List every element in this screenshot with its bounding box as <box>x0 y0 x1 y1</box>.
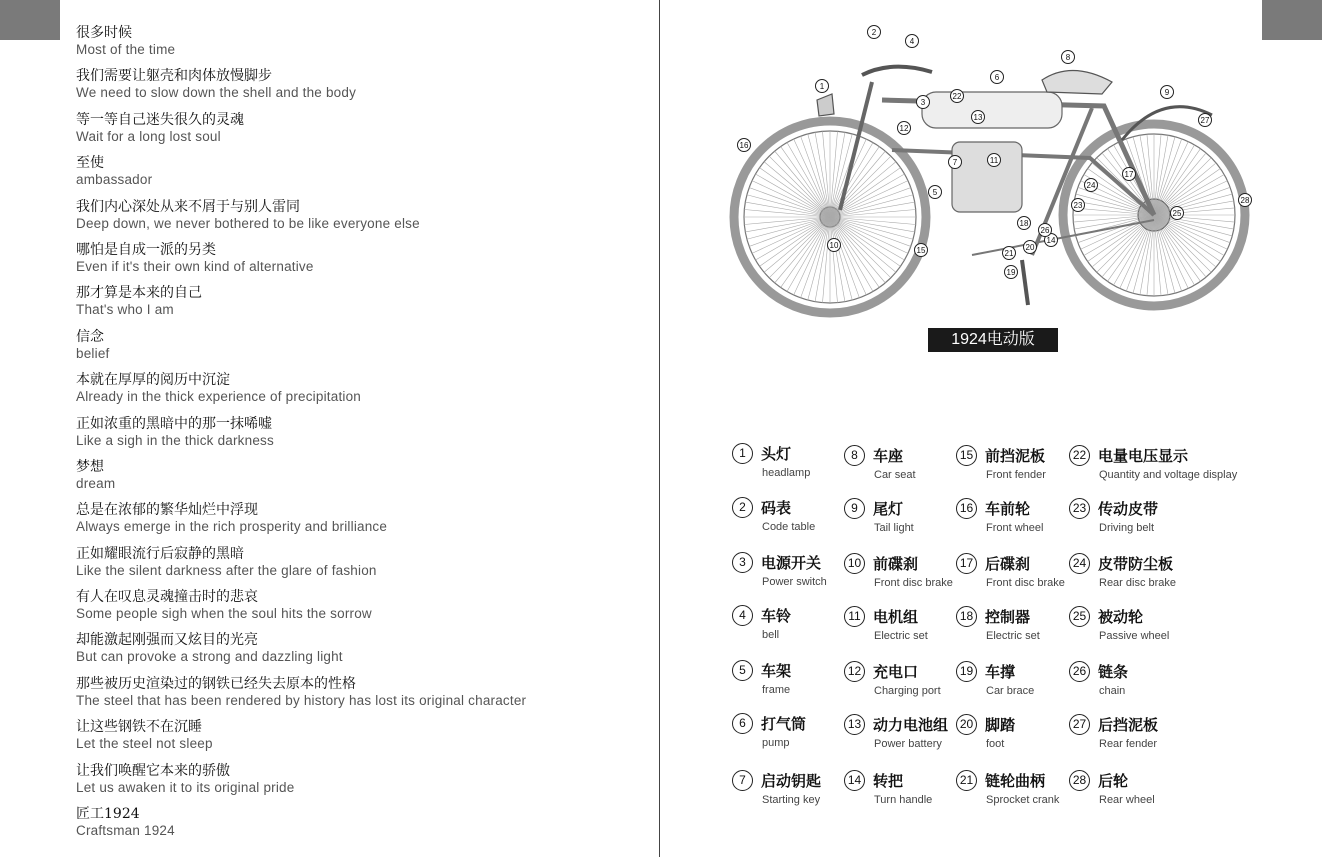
part-name-en: Front disc brake <box>986 577 1065 589</box>
callout-3 <box>917 96 930 109</box>
handlebar <box>862 67 932 75</box>
poem-line-en: belief <box>76 345 110 361</box>
part-number: 20 <box>956 714 977 735</box>
poem-line-zh: 却能激起刚强而又炫目的光亮 <box>76 632 258 649</box>
part-name-en: Rear fender <box>1099 738 1158 750</box>
poem-stanza <box>76 805 636 848</box>
poem-line-en: Let the steel not sleep <box>76 736 213 752</box>
callout-15 <box>915 244 928 257</box>
poem-stanza <box>76 111 636 154</box>
part-item <box>956 552 1076 592</box>
part-number: 2 <box>732 497 753 518</box>
callout-21 <box>1003 247 1016 260</box>
poem-line-zh: 匠工1924 <box>76 806 140 823</box>
svg-text:14: 14 <box>1046 236 1056 245</box>
part-number: 13 <box>844 714 865 735</box>
part-item <box>956 713 1076 753</box>
part-name-en: pump <box>762 737 790 749</box>
seat <box>1042 70 1112 94</box>
poem-line-zh: 让这些钢铁不在沉睡 <box>76 719 202 736</box>
poem-line-en: Like a sigh in the thick darkness <box>76 432 274 448</box>
poem-line-en: Let us awaken it to its original pride <box>76 779 295 795</box>
poem-stanza <box>76 154 636 197</box>
part-name-zh: 后碟刹 <box>985 555 1031 573</box>
callout-2 <box>868 26 881 39</box>
part-name-zh: 动力电池组 <box>873 716 949 734</box>
part-item <box>732 769 852 809</box>
svg-text:2: 2 <box>871 28 877 37</box>
poem-line-zh: 那才算是本来的自己 <box>76 285 202 302</box>
part-name-en: Rear disc brake <box>1099 577 1177 589</box>
part-number: 16 <box>956 498 977 519</box>
part-name-zh: 链条 <box>1098 663 1129 681</box>
part-name-en: Tail light <box>874 522 914 534</box>
part-number: 9 <box>844 498 865 519</box>
svg-text:28: 28 <box>1240 196 1250 205</box>
part-item <box>1069 605 1189 645</box>
svg-text:1: 1 <box>819 82 825 91</box>
poem-line-zh: 等一等自己迷失很久的灵魂 <box>76 111 244 128</box>
part-number: 24 <box>1069 553 1090 574</box>
part-name-en: Car seat <box>874 469 916 481</box>
svg-text:19: 19 <box>1006 268 1016 277</box>
poem-line-en: Even if it's their own kind of alternative <box>76 258 314 274</box>
part-number: 5 <box>732 660 753 681</box>
part-item <box>1069 444 1238 484</box>
part-number: 3 <box>732 552 753 573</box>
poem-line-zh: 总是在浓郁的繁华灿烂中浮现 <box>76 502 258 519</box>
poem-stanza <box>76 67 636 110</box>
part-name-en: Front fender <box>986 469 1046 481</box>
poem-stanza <box>76 198 636 241</box>
bike-drawing <box>722 20 1262 320</box>
part-item <box>732 496 852 536</box>
headlamp-shape <box>817 94 834 116</box>
svg-text:4: 4 <box>909 37 915 46</box>
part-number: 26 <box>1069 661 1090 682</box>
poem-stanza <box>76 415 636 458</box>
poem-line-zh: 很多时候 <box>76 25 132 41</box>
part-name-zh: 脚踏 <box>985 716 1016 734</box>
part-name-en: bell <box>762 629 780 641</box>
left-corner-tab <box>0 0 60 40</box>
svg-text:7: 7 <box>952 158 958 167</box>
svg-text:25: 25 <box>1172 209 1182 218</box>
poem-stanza <box>76 371 636 414</box>
part-name-en: Car brace <box>986 685 1035 697</box>
callout-5 <box>929 186 942 199</box>
part-item <box>844 444 964 484</box>
poem-stanza <box>76 328 636 371</box>
part-number: 19 <box>956 661 977 682</box>
part-name-en: Driving belt <box>1099 522 1155 534</box>
part-item <box>732 442 852 482</box>
kickstand <box>1022 260 1028 305</box>
part-item <box>844 713 964 753</box>
poem-line-zh: 让我们唤醒它本来的骄傲 <box>76 762 230 779</box>
poem-line-zh: 我们需要让躯壳和肉体放慢脚步 <box>76 68 272 85</box>
part-item <box>844 605 964 645</box>
poem <box>76 24 636 848</box>
part-item <box>732 604 852 644</box>
part-number: 28 <box>1069 770 1090 791</box>
part-number: 10 <box>844 553 865 574</box>
part-number: 4 <box>732 605 753 626</box>
poem-stanza <box>76 501 636 544</box>
part-name-en: Power switch <box>762 576 827 588</box>
right-corner-tab <box>1262 0 1322 40</box>
part-item <box>956 497 1076 537</box>
part-name-zh: 启动钥匙 <box>761 772 822 790</box>
part-name-en: Electric set <box>986 630 1040 642</box>
part-item <box>1069 497 1189 537</box>
callout-10 <box>828 239 841 252</box>
poem-stanza <box>76 762 636 805</box>
part-name-zh: 尾灯 <box>873 500 904 518</box>
callout-13 <box>972 111 985 124</box>
callout-4 <box>906 35 919 48</box>
part-number: 14 <box>844 770 865 791</box>
poem-line-en: But can provoke a strong and dazzling light <box>76 649 343 665</box>
tank <box>922 92 1062 128</box>
callout-26 <box>1039 224 1052 237</box>
poem-line-en: Always emerge in the rich prosperity and brilliance <box>76 519 388 535</box>
poem-line-en: ambassador <box>76 172 153 188</box>
part-number: 8 <box>844 445 865 466</box>
motor <box>952 142 1022 212</box>
part-item <box>732 712 852 752</box>
svg-text:21: 21 <box>1004 249 1014 258</box>
svg-text:10: 10 <box>829 241 839 250</box>
svg-text:13: 13 <box>973 113 983 122</box>
callout-12 <box>898 122 911 135</box>
part-number: 11 <box>844 606 865 627</box>
poem-stanza <box>76 631 636 674</box>
callout-19 <box>1005 266 1018 279</box>
part-name-zh: 车前轮 <box>985 500 1031 518</box>
part-number: 23 <box>1069 498 1090 519</box>
part-name-en: Power battery <box>874 738 942 750</box>
part-number: 27 <box>1069 714 1090 735</box>
part-name-zh: 控制器 <box>985 608 1031 626</box>
part-name-zh: 车架 <box>761 662 792 680</box>
svg-text:9: 9 <box>1164 88 1170 97</box>
part-name-zh: 车座 <box>873 447 904 465</box>
part-item <box>732 659 852 699</box>
poem-line-zh: 有人在叹息灵魂撞击时的悲哀 <box>76 589 258 606</box>
part-name-zh: 转把 <box>873 772 904 790</box>
callout-1 <box>816 80 829 93</box>
part-name-zh: 电源开关 <box>761 554 822 572</box>
part-number: 1 <box>732 443 753 464</box>
page-divider <box>659 0 660 857</box>
callout-23 <box>1072 199 1085 212</box>
part-name-en: Rear wheel <box>1099 794 1155 806</box>
callout-17 <box>1123 168 1136 181</box>
svg-text:16: 16 <box>739 141 749 150</box>
part-name-en: Passive wheel <box>1099 630 1170 642</box>
poem-line-en: Most of the time <box>76 42 176 57</box>
part-name-zh: 后挡泥板 <box>1098 716 1159 734</box>
svg-text:8: 8 <box>1065 53 1071 62</box>
part-name-zh: 车铃 <box>761 607 792 625</box>
poem-line-en: Deep down, we never bothered to be like everyone else <box>76 215 420 231</box>
part-name-en: frame <box>762 684 791 696</box>
svg-text:15: 15 <box>916 246 926 255</box>
poem-stanza <box>76 545 636 588</box>
part-number: 15 <box>956 445 977 466</box>
part-name-en: Quantity and voltage display <box>1099 469 1238 481</box>
part-item <box>844 552 964 592</box>
part-number: 25 <box>1069 606 1090 627</box>
front-wheel-spokes <box>744 131 916 303</box>
svg-text:17: 17 <box>1124 170 1134 179</box>
part-item <box>956 769 1076 809</box>
callout-9 <box>1161 86 1174 99</box>
part-name-zh: 打气筒 <box>761 715 807 733</box>
part-name-en: chain <box>1099 685 1126 697</box>
poem-line-en: Like the silent darkness after the glare of fashion <box>76 562 377 578</box>
part-item <box>844 660 964 700</box>
svg-text:11: 11 <box>989 156 999 165</box>
svg-text:18: 18 <box>1019 219 1029 228</box>
poem-line-zh: 至使 <box>76 155 104 172</box>
part-name-zh: 被动轮 <box>1098 608 1144 626</box>
poem-line-zh: 正如耀眼流行后寂静的黑暗 <box>76 545 244 562</box>
part-name-zh: 充电口 <box>873 663 919 681</box>
callout-20 <box>1024 241 1037 254</box>
poem-line-zh: 那些被历史渲染过的钢铁已经失去原本的性格 <box>76 675 356 692</box>
part-item <box>1069 552 1189 592</box>
callout-16 <box>738 139 751 152</box>
part-item <box>1069 769 1189 809</box>
part-name-zh: 电量电压显示 <box>1098 447 1189 465</box>
part-name-zh: 电机组 <box>873 608 919 626</box>
part-item <box>844 497 964 537</box>
part-item <box>1069 660 1189 700</box>
poem-line-en: Craftsman 1924 <box>76 823 175 839</box>
poem-stanza <box>76 588 636 631</box>
part-name-zh: 车撑 <box>985 663 1016 681</box>
poem-stanza <box>76 24 636 67</box>
part-name-zh: 码表 <box>761 499 792 517</box>
callout-25 <box>1171 207 1184 220</box>
part-item <box>844 769 964 809</box>
callout-8 <box>1062 51 1075 64</box>
part-item <box>732 551 852 591</box>
svg-text:26: 26 <box>1040 226 1050 235</box>
poem-stanza <box>76 675 636 718</box>
part-number: 17 <box>956 553 977 574</box>
part-item <box>956 444 1076 484</box>
callout-22 <box>951 90 964 103</box>
svg-text:6: 6 <box>994 73 1000 82</box>
part-name-zh: 前挡泥板 <box>985 447 1046 465</box>
part-name-zh: 前碟刹 <box>873 555 919 573</box>
callout-7 <box>949 156 962 169</box>
part-number: 12 <box>844 661 865 682</box>
poem-line-zh: 梦想 <box>76 458 104 475</box>
poem-stanza <box>76 241 636 284</box>
part-item <box>1069 713 1189 753</box>
svg-text:5: 5 <box>932 188 938 197</box>
callout-28 <box>1239 194 1252 207</box>
part-name-zh: 传动皮带 <box>1098 500 1159 518</box>
poem-line-en: We need to slow down the shell and the body <box>76 85 357 101</box>
callout-11 <box>988 154 1001 167</box>
part-name-zh: 头灯 <box>761 445 792 463</box>
part-name-en: Code table <box>762 521 816 533</box>
poem-line-en: That's who I am <box>76 302 174 318</box>
part-name-en: Front wheel <box>986 522 1044 534</box>
diagram-caption: 1924电动版 <box>928 328 1058 352</box>
callout-24 <box>1085 179 1098 192</box>
poem-line-en: Already in the thick experience of precipitation <box>76 389 362 405</box>
poem-line-zh: 信念 <box>76 328 104 345</box>
callout-6 <box>991 71 1004 84</box>
down-tube <box>892 150 1154 215</box>
part-name-en: Sprocket crank <box>986 794 1060 806</box>
part-number: 6 <box>732 713 753 734</box>
svg-text:3: 3 <box>920 98 926 107</box>
svg-text:20: 20 <box>1025 243 1035 252</box>
part-number: 21 <box>956 770 977 791</box>
poem-line-zh: 正如浓重的黑暗中的那一抹唏嘘 <box>76 415 272 432</box>
part-item <box>956 660 1076 700</box>
part-name-en: headlamp <box>762 467 811 479</box>
poem-line-en: The steel that has been rendered by history has lost its original character <box>76 692 527 708</box>
part-name-en: Charging port <box>874 685 941 697</box>
poem-stanza <box>76 284 636 327</box>
part-name-en: Turn handle <box>874 794 933 806</box>
part-name-zh: 后轮 <box>1098 772 1129 790</box>
svg-text:24: 24 <box>1086 181 1096 190</box>
svg-text:23: 23 <box>1073 201 1083 210</box>
part-name-en: Electric set <box>874 630 928 642</box>
parts-legend <box>732 442 1272 822</box>
part-item <box>956 605 1076 645</box>
poem-line-zh: 本就在厚厚的阅历中沉淀 <box>76 372 230 389</box>
part-name-en: Front disc brake <box>874 577 953 589</box>
poem-line-en: Some people sigh when the soul hits the sorrow <box>76 606 372 622</box>
svg-text:12: 12 <box>899 124 909 133</box>
bike-illustration <box>722 20 1262 320</box>
part-name-zh: 皮带防尘板 <box>1098 555 1174 573</box>
poem-line-zh: 我们内心深处从来不屑于与别人雷同 <box>76 198 300 215</box>
part-number: 22 <box>1069 445 1090 466</box>
poem-line-en: Wait for a long lost soul <box>76 128 221 144</box>
poem-line-en: dream <box>76 475 116 491</box>
svg-text:27: 27 <box>1200 116 1210 125</box>
poem-stanza <box>76 458 636 501</box>
callout-18 <box>1018 217 1031 230</box>
part-name-zh: 链轮曲柄 <box>985 772 1046 790</box>
callout-27 <box>1199 114 1212 127</box>
poem-line-zh: 哪怕是自成一派的另类 <box>76 241 216 258</box>
part-number: 18 <box>956 606 977 627</box>
svg-text:22: 22 <box>952 92 962 101</box>
part-name-en: foot <box>986 738 1005 750</box>
part-name-en: Starting key <box>762 794 821 806</box>
poem-stanza <box>76 718 636 761</box>
part-number: 7 <box>732 770 753 791</box>
